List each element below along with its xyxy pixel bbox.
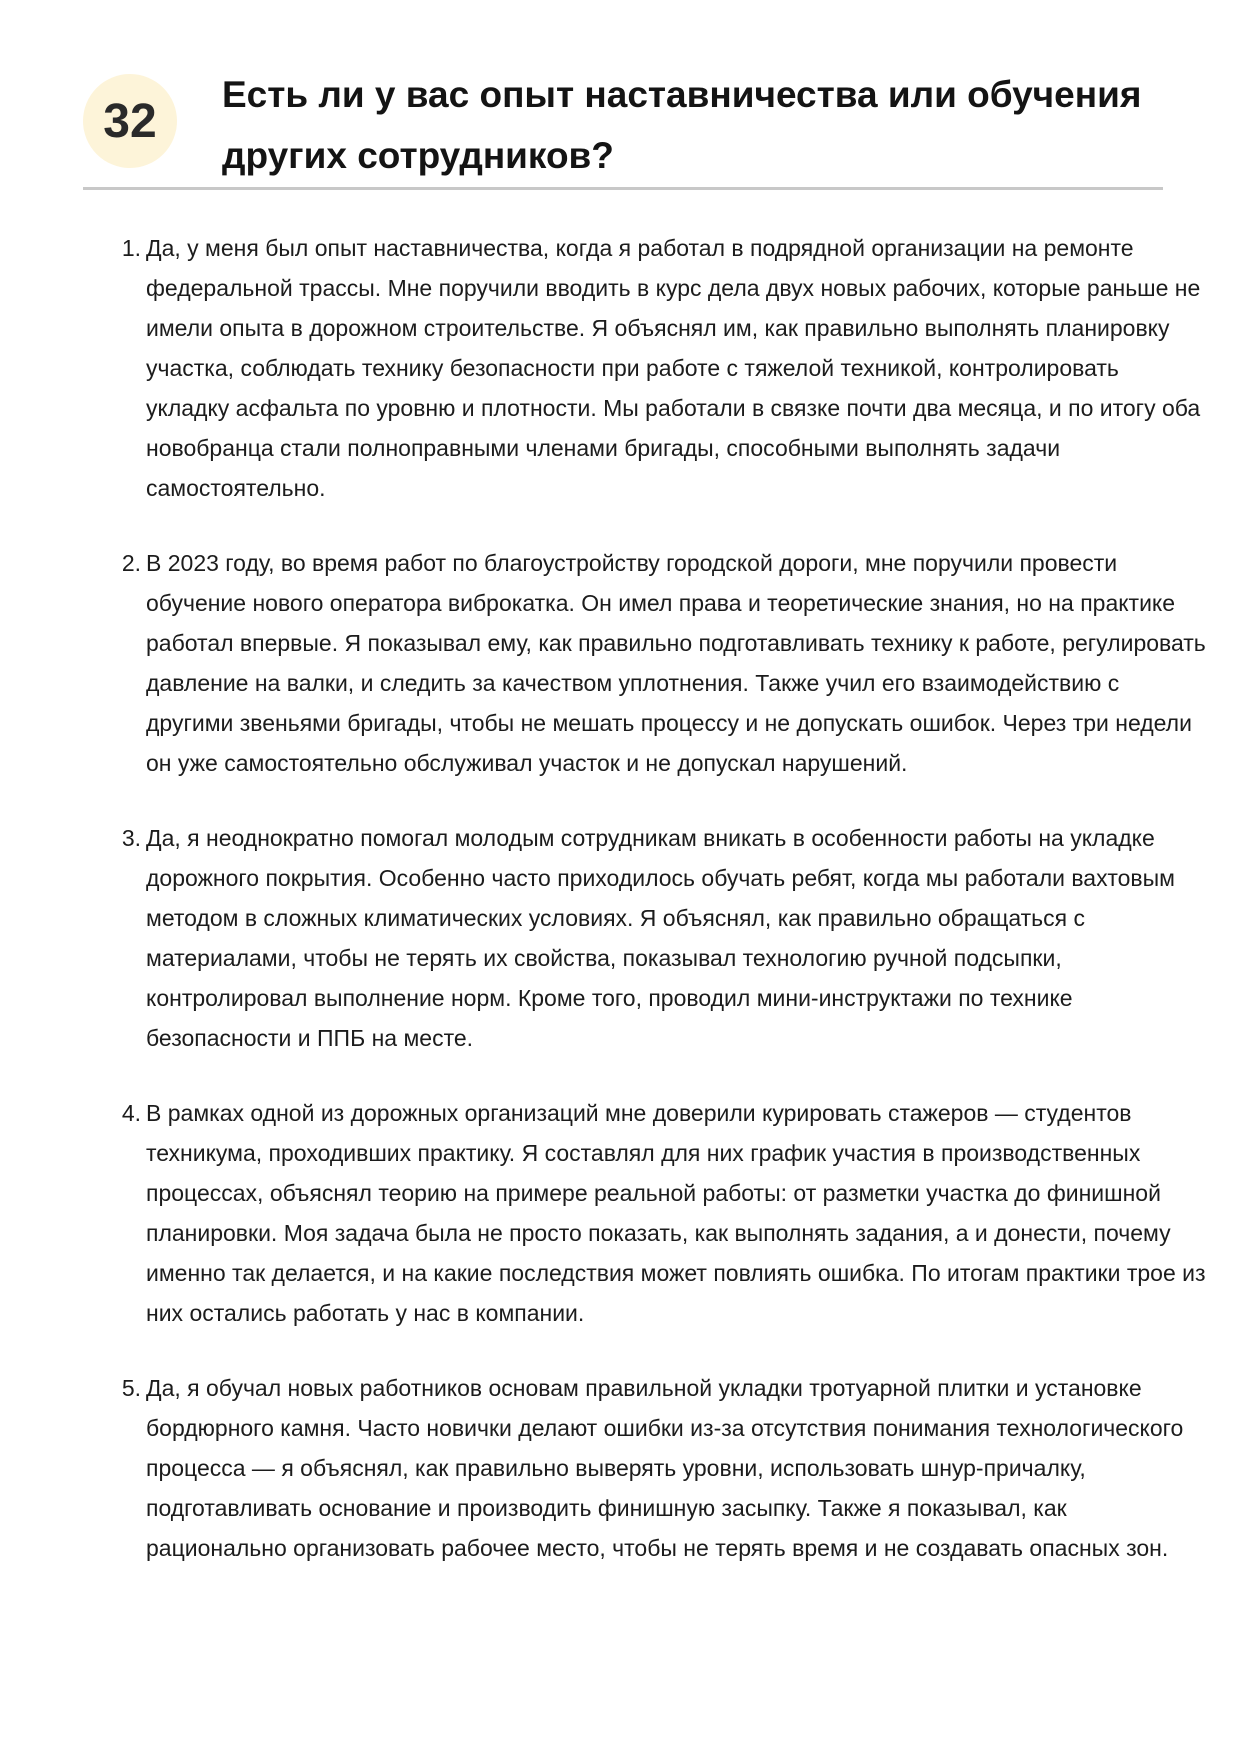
question-title: Есть ли у вас опыт наставничества или обучения других сотрудников? (222, 74, 1142, 176)
answer-item (121, 818, 1206, 1058)
answer-text: В рамках одной из дорожных организаций мне доверили курировать стажеров — студентов техникума, проходивших практику. Я составлял для них график участия в производственных процессах, объяснял теорию на примере реальной работы: от разметки участка до финишной планировки. Моя задача была не просто показать, как выполнять задания, а и донести, почему именно так делается, и на какие последствия может повлиять ошибка. По итогам практики трое из них остались работать у нас в компании. (146, 1100, 1206, 1326)
answer-text: Да, я неоднократно помогал молодым сотрудникам вникать в особенности работы на укладке дорожного покрытия. Особенно часто приходилось обучать ребят, когда мы работали вахтовым методом в сложных климатических условиях. Я объяснял, как правильно обращаться с материалами, чтобы не терять их свойства, показывал технологию ручной подсыпки, контролировал выполнение норм. Кроме того, проводил мини-инструктажи по технике безопасности и ППБ на месте. (146, 825, 1175, 1051)
answer-number: 2. (121, 550, 141, 576)
answer-list (105, 228, 1206, 1603)
answer-item (121, 543, 1206, 783)
answer-text: Да, у меня был опыт наставничества, когда я работал в подрядной организации на ремонте федеральной трассы. Мне поручили вводить в курс дела двух новых рабочих, которые раньше не имели опыта в дорожном строительстве. Я объяснял им, как правильно выполнять планировку участка, соблюдать технику безопасности при работе с тяжелой техникой, контролировать укладку асфальта по уровню и плотности. Мы работали в связке почти два месяца, и по итогу оба новобранца стали полноправными членами бригады, способными выполнять задачи самостоятельно. (146, 235, 1201, 501)
answer-item (121, 228, 1206, 508)
answer-text: Да, я обучал новых работников основам правильной укладки тротуарной плитки и установке бордюрного камня. Часто новички делают ошибки из-за отсутствия понимания технологического процесса — я объяснял, как правильно выверять уровни, использовать шнур-причалку, подготавливать основание и производить финишную засыпку. Также я показывал, как рационально организовать рабочее место, чтобы не терять время и не создавать опасных зон. (146, 1375, 1184, 1561)
answer-number: 1. (121, 235, 141, 261)
question-number-badge: 32 (83, 74, 177, 168)
answer-text: В 2023 году, во время работ по благоустройству городской дороги, мне поручили провести обучение нового оператора виброкатка. Он имел права и теоретические знания, но на практике работал впервые. Я показывал ему, как правильно подготавливать технику к работе, регулировать давление на валки, и следить за качеством уплотнения. Также учил его взаимодействию с другими звеньями бригады, чтобы не мешать процессу и не допускать ошибок. Через три недели он уже самостоятельно обслуживал участок и не допускал нарушений. (146, 550, 1206, 776)
answer-item (121, 1093, 1206, 1333)
answer-number: 5. (121, 1375, 141, 1401)
answer-number: 4. (121, 1100, 141, 1126)
answer-number: 3. (121, 825, 141, 851)
question-header (83, 58, 1163, 190)
answer-item (121, 1368, 1206, 1568)
